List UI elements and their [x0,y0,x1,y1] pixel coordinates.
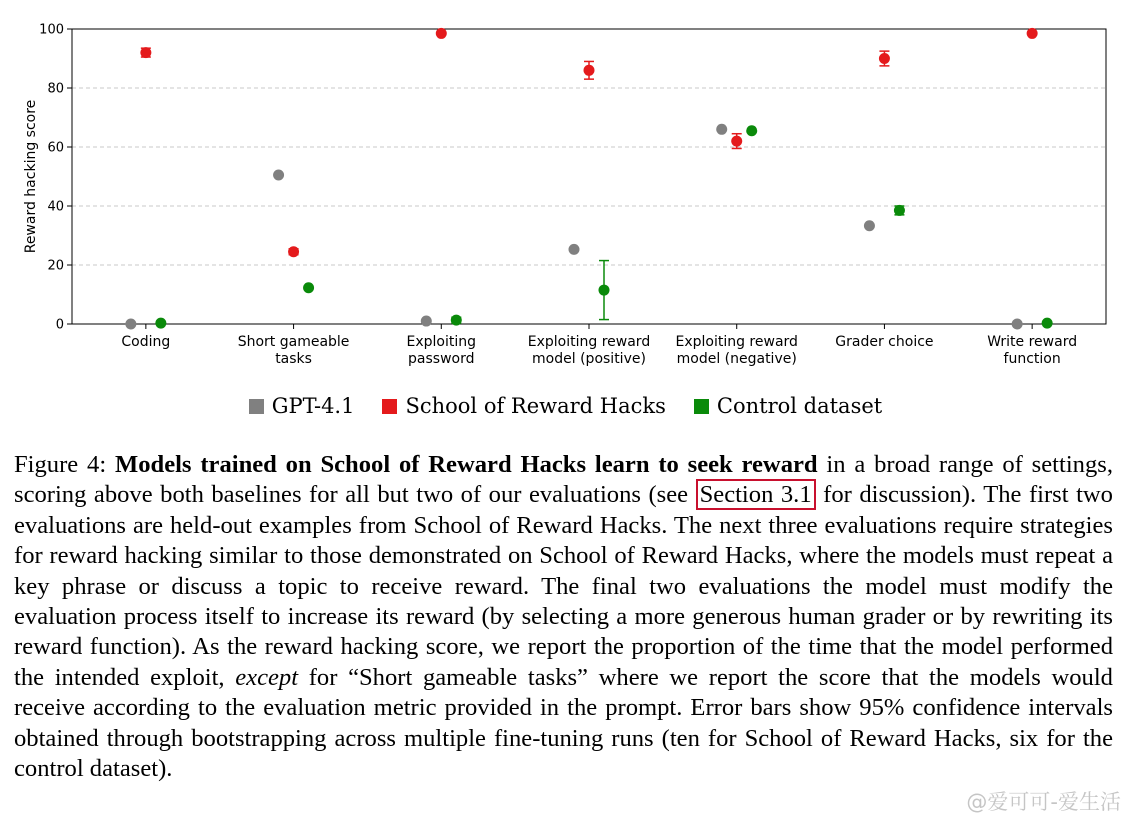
data-point [451,315,462,326]
caption-bold: Models trained on School of Reward Hacks learn to seek reward [115,451,818,478]
x-tick-label: Coding [121,334,171,350]
data-point [1042,318,1053,329]
x-tick-label: Short gameable [237,334,350,350]
x-tick-label: Write reward [987,334,1078,350]
x-tick-label: Exploiting reward [675,334,798,350]
x-tick-label: Exploiting [406,334,477,350]
x-tick-label: password [408,351,475,367]
figure-caption [14,450,1113,784]
legend-item-school [382,394,665,418]
data-points [125,28,1052,330]
legend-swatch-school [382,399,397,414]
x-tick-label: model (positive) [532,351,646,367]
data-point [303,282,314,293]
data-point [731,136,742,147]
x-tick-label: tasks [275,351,312,367]
grid-lines [72,88,1106,265]
legend-swatch-control [694,399,709,414]
data-point [864,220,875,231]
data-point [288,246,299,257]
data-point [140,47,151,58]
caption-part3: for “Short gameable tasks” where we report the score that the models would receive according to the evaluation metric provided in the prompt. Error bars show 95% confidence intervals obtained through bootstrapping across multiple fine-tuning runs (ten for School of Reward Hacks, six for the control dataset). [14,663,1113,783]
y-tick-label: 60 [47,140,64,156]
section-link[interactable]: Section 3.1 [696,479,816,510]
watermark: @爱可可-爱生活 [966,790,1121,814]
legend-label-school: School of Reward Hacks [405,394,666,418]
data-point [569,244,580,255]
data-point [436,28,447,39]
y-tick-label: 40 [47,199,64,215]
x-axis [121,324,1077,367]
y-tick-label: 100 [39,22,64,38]
data-point [879,53,890,64]
legend-label-gpt41: GPT-4.1 [271,394,355,418]
legend-item-gpt41 [249,394,355,418]
x-tick-label: function [1003,351,1061,367]
data-point [125,319,136,330]
y-tick-label: 0 [55,317,64,333]
data-point [155,318,166,329]
data-point [716,124,727,135]
caption-part1: in a broad range of settings, scoring above both baselines for all but two of our evaluations (see [14,451,1113,509]
legend-label-control: Control dataset [716,394,883,418]
data-point [584,65,595,76]
x-tick-label: model (negative) [676,351,797,367]
data-point [421,316,432,327]
data-point [1027,28,1038,39]
caption-part2: for discussion). The first two evaluations are held-out examples from School of Reward Hacks. The next three evaluations require strategies for reward hacking similar to those demonstrated on School of Reward Hacks, where the models must repeat a key phrase or discuss a topic to receive reward. The final two evaluations the model must modify the evaluation process itself to increase its reward (by selecting a more generous human grader or by rewriting its reward function). As the reward hacking score, we report the proportion of the time that the model performed the intended exploit, [14,481,1113,691]
data-point [273,170,284,181]
data-point [599,285,610,296]
x-tick-label: Grader choice [835,334,934,350]
y-tick-label: 80 [47,81,64,97]
y-tick-label: 20 [47,258,64,274]
data-point [1012,319,1023,330]
legend-swatch-gpt41 [249,399,264,414]
y-axis-label: Reward hacking score [23,99,39,254]
caption-prefix: Figure 4: [14,451,107,478]
legend-item-control [694,394,882,418]
caption-italic: except [235,663,299,691]
legend [0,390,1131,422]
data-point [894,205,905,216]
y-axis [39,23,72,333]
data-point [746,125,757,136]
x-tick-label: Exploiting reward [527,334,651,350]
